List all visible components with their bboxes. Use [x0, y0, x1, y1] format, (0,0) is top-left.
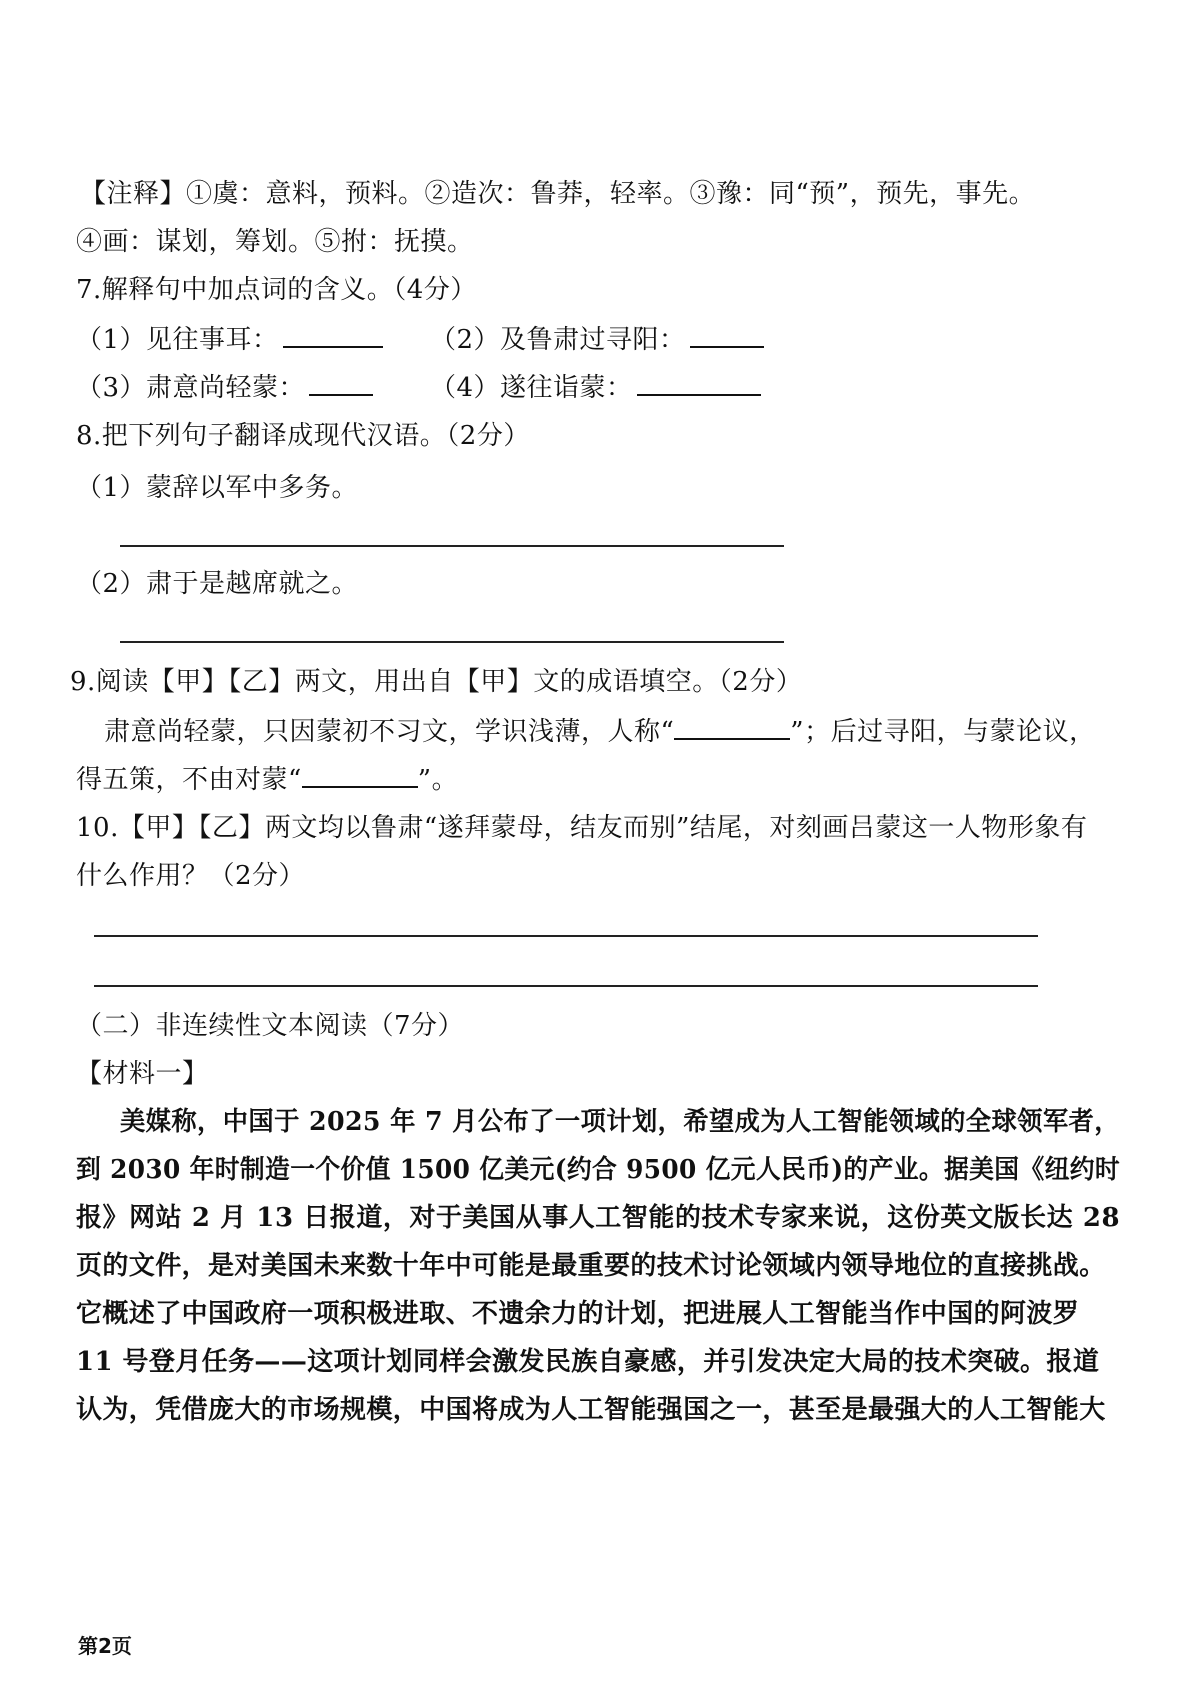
annotation-line-2: ④画：谋划，筹划。⑤拊：抚摸。 [76, 227, 474, 257]
question-9-line-2-start: 得五策，不由对蒙“ [76, 765, 302, 795]
answer-blank-7-2[interactable] [690, 320, 764, 348]
question-7-item-4 [430, 368, 761, 406]
question-7-item-1-text: （1）见往事耳： [76, 325, 279, 355]
question-7-item-2-text: （2）及鲁肃过寻阳： [430, 325, 686, 355]
question-9-title: 9.阅读【甲】【乙】两文，用出自【甲】文的成语填空。（2分） [70, 667, 803, 697]
answer-line-8-2[interactable] [120, 641, 784, 643]
material-1-line-7: 认为，凭借庞大的市场规模，中国将成为人工智能强国之一，甚至是最强大的人工智能大 [76, 1395, 1106, 1425]
answer-blank-7-3[interactable] [309, 368, 373, 396]
question-9-line-2 [76, 760, 458, 798]
answer-blank-9-2[interactable] [302, 760, 418, 788]
question-7-item-3-text: （3）肃意尚轻蒙： [76, 373, 306, 403]
question-10-line-2: 什么作用？（2分） [76, 861, 306, 891]
material-1-label: 【材料一】 [76, 1059, 209, 1089]
answer-line-10-2[interactable] [94, 985, 1038, 987]
question-8-item-2: （2）肃于是越席就之。 [76, 569, 359, 599]
question-7-item-4-text: （4）遂往诣蒙： [430, 373, 633, 403]
material-1-line-5: 它概述了中国政府一项积极进取、不遗余力的计划，把进展人工智能当作中国的阿波罗 [76, 1299, 1080, 1329]
question-9-line-2-end: ”。 [417, 765, 459, 795]
question-9-line-1 [104, 712, 1096, 750]
answer-line-8-1[interactable] [120, 545, 784, 547]
material-1-line-6: 11 号登月任务——这项计划同样会激发民族自豪感，并引发决定大局的技术突破。报道 [76, 1347, 1100, 1377]
question-7-item-1 [76, 320, 383, 358]
annotation-line-1: 【注释】①虞：意料，预料。②造次：鲁莽，轻率。③豫：同“预”，预先，事先。 [80, 179, 1036, 209]
question-7-item-2 [430, 320, 764, 358]
question-7-title: 7.解释句中加点词的含义。（4分） [76, 275, 477, 305]
material-1-line-2: 到 2030 年时制造一个价值 1500 亿美元(约合 9500 亿元人民币)的产业。据美国《纽约时 [76, 1155, 1121, 1185]
question-7-item-3 [76, 368, 373, 406]
answer-line-10-1[interactable] [94, 935, 1038, 937]
answer-blank-7-1[interactable] [283, 320, 383, 348]
answer-blank-7-4[interactable] [637, 368, 761, 396]
question-10-line-1: 10.【甲】【乙】两文均以鲁肃“遂拜蒙母，结友而别”结尾，对刻画吕蒙这一人物形象有 [76, 813, 1088, 843]
answer-blank-9-1[interactable] [674, 712, 790, 740]
question-9-line-1-start: 肃意尚轻蒙，只因蒙初不习文，学识浅薄，人称“ [104, 717, 675, 747]
material-1-line-1: 美媒称，中国于 2025 年 7 月公布了一项计划，希望成为人工智能领域的全球领军者， [120, 1107, 1120, 1137]
material-1-line-4: 页的文件，是对美国未来数十年中可能是最重要的技术讨论领域内领导地位的直接挑战。 [76, 1251, 1106, 1281]
question-8-item-1: （1）蒙辞以军中多务。 [76, 473, 359, 503]
page-number: 第2页 [78, 1634, 132, 1658]
section-2-title: （二）非连续性文本阅读（7分） [76, 1011, 465, 1041]
material-1-line-3: 报》网站 2 月 13 日报道，对于美国从事人工智能的技术专家来说，这份英文版长达 28 [76, 1203, 1121, 1233]
question-8-title: 8.把下列句子翻译成现代汉语。（2分） [76, 421, 530, 451]
question-9-line-1-end: ”；后过寻阳，与蒙论议， [790, 717, 1096, 747]
